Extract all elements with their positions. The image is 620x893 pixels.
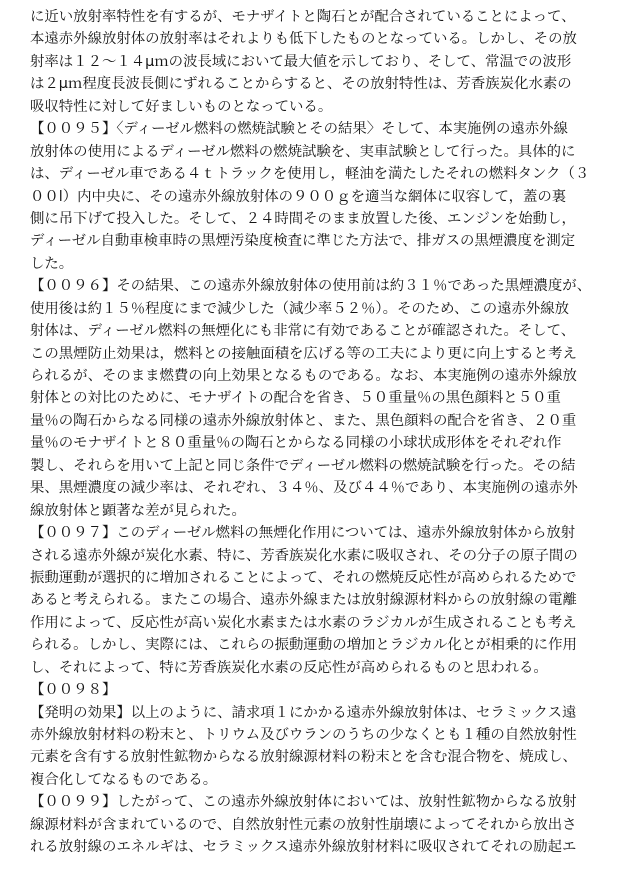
text-line: 線放射体と顕著な差が見られた。 <box>30 502 246 519</box>
text-line: ００l）内中央に、その遠赤外線放射体の９００ｇを適当な網体に収容して，蓋の裏 <box>30 188 567 205</box>
text-line: 射体との対比のために、モナザイトの配合を省き、５０重量％の黒色顔料と５０重 <box>30 390 561 407</box>
paragraph-number: 【００９８】 <box>30 682 117 699</box>
text-line: に近い放射率特性を有するが、モナザイトと陶石とが配合されていることによって、 <box>30 9 576 25</box>
text-line: られる。しかし、実際には、これらの振動運動の増加とラジカル化とが相乗的に作用 <box>30 637 577 654</box>
paragraph-0096 <box>30 275 602 522</box>
text-line: られるが、そのまま燃費の向上効果となるものである。なお、本実施例の遠赤外線放 <box>30 368 577 384</box>
text-line: 量％のモナザイトと８０重量％の陶石とからなる同様の小球状成形体をそれぞれ作 <box>30 435 562 452</box>
text-line: 【発明の効果】以上のように、請求項１にかかる遠赤外線放射体は、セラミックス遠 <box>30 704 577 721</box>
text-line: あると考えられる。またこの場合、遠赤外線または放射線源材料からの放射線の電離 <box>30 592 577 609</box>
paragraph-effects-of-invention <box>30 702 602 792</box>
paragraph-0099 <box>30 791 602 858</box>
text-line: ディーゼル自動車検車時の黒煙汚染度検査に準じた方法で、排ガスの黒煙濃度を測定 <box>30 233 576 250</box>
paragraph-0097 <box>30 522 602 679</box>
text-line: 射率は１２～１４μｍの波長域において最大値を示しており、そして、常温での波形 <box>30 53 572 70</box>
paragraph-0095 <box>30 118 602 275</box>
text-line: 放射体の使用によるディーゼル燃料の燃焼試験を、実車試験として行った。具体的に <box>30 143 576 160</box>
text-line: 製し、それらを用いて上記と同じ条件でディーゼル燃料の燃焼試験を行った。その結 <box>30 457 576 474</box>
text-line: 複合化してなるものである。 <box>30 771 218 788</box>
text-line: 側に吊下げて投入した。そして、２４時間そのまま放置した後、エンジンを始動し， <box>30 210 576 227</box>
text-line: 元素を含有する放射性鉱物からなる放射線源材料の粉末とを含む混合物を、焼成し、 <box>30 749 577 766</box>
text-line: 使用後は約１５％程度にまで減少した（減少率５２％）。そのため、この遠赤外線放 <box>30 300 570 317</box>
document-page <box>30 6 602 859</box>
text-line: 【００９５】〈ディーゼル燃料の燃焼試験とその結果〉そして、本実施例の遠赤外線 <box>30 121 568 138</box>
text-line: 量％の陶石からなる同様の遠赤外線放射体と、また、黒色顔料の配合を省き、２０重 <box>30 412 577 429</box>
text-line: 赤外線放射材料の粉末と、トリウム及びウランのうちの少なくとも１種の自然放射性 <box>30 727 577 743</box>
text-line: 【００９９】したがって、この遠赤外線放射体においては、放射性鉱物からなる放射 <box>30 794 577 811</box>
text-line: した。 <box>30 255 74 272</box>
text-line: は２μｍ程度長波長側にずれることからすると、その放射特性は、芳香族炭化水素の <box>30 76 572 93</box>
text-line: 射体は、ディーゼル燃料の無煙化にも非常に有効であることが確認された。そして、 <box>30 323 576 340</box>
text-line: 作用によって、反応性が高い炭化水素または水素のラジカルが生成されることも考え <box>30 614 577 631</box>
text-line: 果、黒煙濃度の減少率は、それぞれ、３４％、及び４４％であり、本実施例の遠赤外 <box>30 480 578 497</box>
text-line: される遠赤外線が炭化水素、特に、芳香族炭化水素に吸収され、その分子の原子間の <box>30 547 578 564</box>
text-line: 【００９７】このディーゼル燃料の無煙化作用については、遠赤外線放射体から放射 <box>30 525 576 542</box>
text-line: し、それによって、特に芳香族炭化水素の反応性が高められるものと思われる。 <box>30 659 548 676</box>
text-line: れる放射線のエネルギは、セラミックス遠赤外線放射材料に吸収されてそれの励起エ <box>30 839 577 856</box>
text-line: 振動運動が選択的に増加されることによって、それの燃焼反応性が高められるためで <box>30 569 577 586</box>
paragraph-continuation <box>30 6 602 118</box>
text-line: は、ディーゼル車である４ｔトラックを使用し，軽油を満たしたそれの燃料タンク（３ <box>30 166 590 183</box>
text-line: この黒煙防止効果は，燃料との接触面積を広げる等の工夫により更に向上すると考え <box>30 345 577 362</box>
text-line: 【００９６】その結果、この遠赤外線放射体の使用前は約３１％であった黒煙濃度が、 <box>30 278 592 295</box>
paragraph-0098-heading <box>30 679 602 701</box>
text-line: 線源材料が含まれているので、自然放射性元素の放射性崩壊によってそれから放出さ <box>30 816 577 833</box>
text-line: 吸収特性に対して好ましいものとなっている。 <box>30 98 333 115</box>
text-line: 本遠赤外線放射体の放射率はそれよりも低下したものとなっている。しかし、その放 <box>30 31 577 48</box>
